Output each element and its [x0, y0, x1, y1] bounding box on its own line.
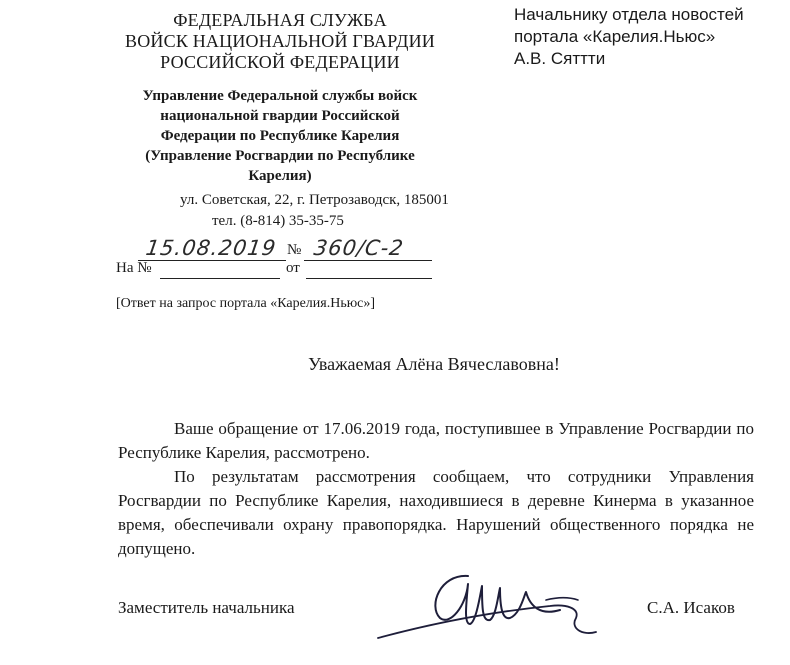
- registration-number: 360/С-2: [312, 236, 406, 260]
- department-line: Федерации по Республике Карелия: [160, 128, 400, 144]
- org-header: [120, 10, 440, 73]
- ref-on-underline: [160, 278, 280, 279]
- body-paragraph: По результатам рассмотрения сообщаем, что сотрудники Управления Росгвардии по Республике Карелия, находившиеся в деревне Кинерма в указанное время, обеспечивали охрану правопорядка. Нарушений общественного порядка не допущено.: [118, 467, 754, 558]
- reference-line: [116, 260, 436, 282]
- registration-date: 15.08.2019: [144, 236, 278, 260]
- address-block: [180, 190, 460, 232]
- signer-name: С.А. Исаков: [647, 598, 735, 617]
- signer-title: Заместитель начальника: [118, 598, 295, 617]
- ref-on-label: На №: [116, 260, 152, 276]
- ref-from-underline: [306, 278, 432, 279]
- body-paragraph: Ваше обращение от 17.06.2019 года, поступившее в Управление Росгвардии по Республике Карелия, рассмотрено.: [118, 419, 754, 462]
- number-sign: №: [287, 242, 302, 258]
- ref-from-label: от: [286, 260, 300, 276]
- subject-note: [Ответ на запрос портала «Карелия.Ньюс»]: [116, 296, 376, 311]
- department-line: (Управление Росгвардии по Республике: [145, 148, 415, 164]
- department-line: Управление Федеральной службы войск: [142, 88, 418, 104]
- department-block: [118, 86, 442, 186]
- org-header-line: РОССИЙСКОЙ ФЕДЕРАЦИИ: [160, 52, 400, 72]
- department-line: Карелия): [248, 168, 312, 184]
- org-header-line: ФЕДЕРАЛЬНАЯ СЛУЖБА: [173, 10, 387, 30]
- phone-line: тел. (8-814) 35-35-75: [212, 213, 344, 229]
- address-line: ул. Советская, 22, г. Петрозаводск, 185001: [180, 192, 449, 208]
- handwritten-signature: [370, 566, 620, 656]
- addressee-block: [514, 4, 784, 70]
- addressee-line: А.В. Сяттти: [514, 49, 606, 68]
- org-header-line: ВОЙСК НАЦИОНАЛЬНОЙ ГВАРДИИ: [125, 31, 435, 51]
- greeting: Уважаемая Алёна Вячеславовна!: [308, 354, 560, 374]
- department-line: национальной гвардии Российской: [160, 108, 400, 124]
- addressee-line: Начальнику отдела новостей: [514, 5, 744, 24]
- addressee-line: портала «Карелия.Ньюс»: [514, 27, 716, 46]
